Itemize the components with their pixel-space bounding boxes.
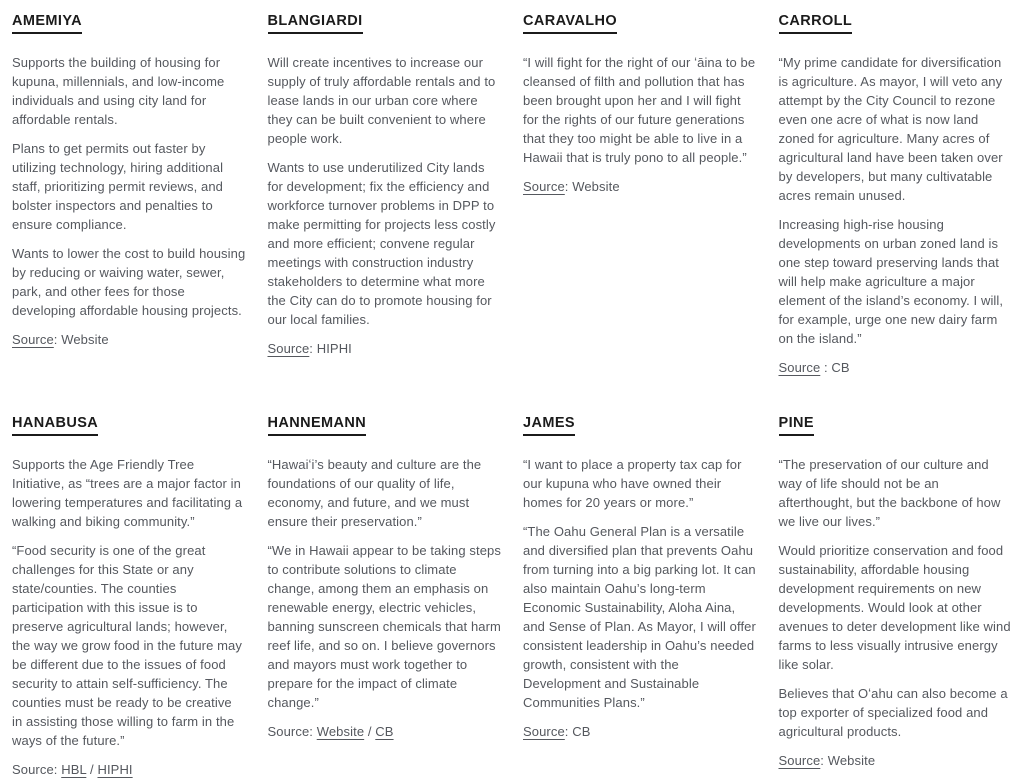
candidate-paragraph: Increasing high-rise housing developments on urban zoned land is one step toward preserving lands that will help make agriculture a major element of the island’s economy. I will, for example, urge one new dairy farm on the island.”: [778, 217, 1004, 346]
candidate-name: [268, 415, 502, 436]
candidate-card: [12, 415, 246, 779]
candidate-name-link[interactable]: HANABUSA: [12, 415, 98, 436]
source-text: /: [364, 724, 376, 739]
candidate-card: [12, 13, 246, 349]
source-link[interactable]: CB: [375, 724, 394, 739]
candidate-paragraphs: [12, 455, 246, 750]
candidate-name-link[interactable]: CARAVALHO: [523, 13, 617, 34]
candidate-paragraphs: [268, 53, 502, 329]
candidate-card: [523, 13, 757, 196]
source-line: [523, 177, 757, 196]
candidate-paragraph: Would prioritize conservation and food sustainability, affordable housing development requirements on new developments. Would look at other avenues to deter development like wind farms to less visually intrusive energy like solar.: [778, 543, 1011, 672]
candidate-paragraphs: [523, 53, 757, 167]
source-text: /: [86, 762, 98, 777]
candidate-paragraph: Wants to use underutilized City lands for development; fix the efficiency and workforce turnover problems in DPP to make permitting for projects less costly and more efficient; convene regular meetings with construction industry stakeholders to determine what more the City can do to promote housing for our local families.: [267, 160, 496, 327]
candidate-paragraph: Believes that Oʻahu can also become a top exporter of specialized food and agricultural products.: [778, 686, 1008, 739]
candidate-name-link[interactable]: BLANGIARDI: [268, 13, 363, 34]
candidate-paragraphs: [779, 53, 1013, 348]
candidate-paragraph: Wants to lower the cost to build housing by reducing or waiving water, sewer, park, and other fees for those developing affordable housing projects.: [12, 246, 246, 318]
source-text: Source:: [12, 762, 62, 777]
candidate-name-link[interactable]: PINE: [779, 415, 814, 436]
source-line: [12, 330, 246, 349]
source-link[interactable]: Source: [778, 753, 821, 768]
candidate-paragraph: “My prime candidate for diversification is agriculture. As mayor, I will veto any attempt by the City Council to rezone even one acre of what is now land zoned for agriculture. Many acres of agricultural land have been taken over by developers, but many cultivatable acres remain unused.: [778, 55, 1003, 203]
source-link[interactable]: HIPHI: [97, 762, 133, 777]
source-text: : Website: [820, 753, 876, 768]
candidate-paragraph: Supports the Age Friendly Tree Initiative, as “trees are a major factor in lowering temperatures and facilitating a walking and biking community.”: [12, 457, 243, 529]
source-line: [268, 722, 502, 741]
source-line: [268, 339, 502, 358]
candidate-paragraphs: [268, 455, 502, 712]
candidate-name: [12, 13, 246, 34]
candidate-card: [523, 415, 757, 741]
candidate-paragraph: “The Oahu General Plan is a versatile and diversified plan that prevents Oahu from turning into a big parking lot. It can also maintain Oahu’s long-term Economic Sustainability, Aloha Aina, and Sense of Plan. As Mayor, I will offer consistent leadership in Oahu’s needed growth, consistent with the Development and Sustainable Communities Plans.”: [523, 524, 756, 710]
candidate-paragraph: “I will fight for the right of our ʻāina to be cleansed of filth and pollution that has been brought upon her and I will fight for the rights of our future generations that they too might be able to live in a Hawaii that is truly pono to all people.”: [523, 55, 756, 165]
source-text: : Website: [564, 179, 620, 194]
candidate-paragraph: “We in Hawaii appear to be taking steps to contribute solutions to climate change, among them an emphasis on renewable energy, electric vehicles, banning sunscreen chemicals that harm reef life, and so on. I believe governors and mayors must work together to prepare for the impact of climate change.”: [267, 543, 501, 710]
source-link[interactable]: Source: [267, 341, 310, 356]
candidate-paragraph: Will create incentives to increase our supply of truly affordable rentals and to lease lands in our urban core where they can be built convenient to where people work.: [267, 55, 496, 146]
candidate-name-link[interactable]: JAMES: [523, 415, 575, 436]
candidate-card: [268, 13, 502, 358]
candidate-paragraph: “I want to place a property tax cap for our kupuna who have owned their homes for 20 years or more.”: [523, 457, 742, 510]
source-text: : CB: [564, 724, 591, 739]
source-link[interactable]: HBL: [61, 762, 87, 777]
candidate-name: [523, 13, 757, 34]
source-link[interactable]: Source: [523, 179, 565, 194]
source-line: [779, 358, 1013, 377]
source-link[interactable]: Source: [778, 360, 821, 375]
source-text: : CB: [820, 360, 850, 375]
candidate-paragraphs: [12, 53, 246, 320]
source-link[interactable]: Source: [12, 332, 54, 347]
candidate-paragraph: “Hawaiʻi’s beauty and culture are the foundations of our quality of life, economy, and future, and we must ensure their preservation.”: [267, 457, 482, 529]
source-link[interactable]: Website: [316, 724, 365, 739]
candidate-name-link[interactable]: CARROLL: [779, 13, 853, 34]
candidate-name-link[interactable]: HANNEMANN: [268, 415, 367, 436]
candidate-name: [523, 415, 757, 436]
source-line: [523, 722, 757, 741]
candidate-name: [779, 13, 1013, 34]
source-text: : Website: [53, 332, 109, 347]
candidate-name: [12, 415, 246, 436]
candidate-paragraphs: [779, 455, 1013, 741]
source-line: [12, 760, 246, 779]
candidate-name: [268, 13, 502, 34]
candidate-card: [779, 13, 1013, 377]
candidate-paragraph: Plans to get permits out faster by utilizing technology, hiring additional staff, prioritizing permit reviews, and bolster inspectors and penalties to ensure compliance.: [12, 141, 224, 232]
candidate-paragraph: “Food security is one of the great challenges for this State or any state/counties. The counties participation with this issue is to preserve agricultural lands; however, the way we grow food in the future may be different due to the issues of food security to attain self-sufficiency. The counties must be ready to be creative in assisting those willing to farm in the ways of the future.”: [12, 543, 242, 748]
candidate-name: [779, 415, 1013, 436]
candidate-card: [268, 415, 502, 741]
source-text: : HIPHI: [309, 341, 352, 356]
candidate-paragraph: “The preservation of our culture and way of life should not be an afterthought, but the backbone of how we live our lives.”: [778, 457, 1001, 529]
source-line: [779, 751, 1013, 770]
candidate-paragraph: Supports the building of housing for kupuna, millennials, and low-income individuals and using city land for affordable rentals.: [12, 55, 225, 127]
candidate-name-link[interactable]: AMEMIYA: [12, 13, 82, 34]
source-link[interactable]: Source: [523, 724, 565, 739]
candidate-paragraphs: [523, 455, 757, 712]
source-text: Source:: [267, 724, 317, 739]
